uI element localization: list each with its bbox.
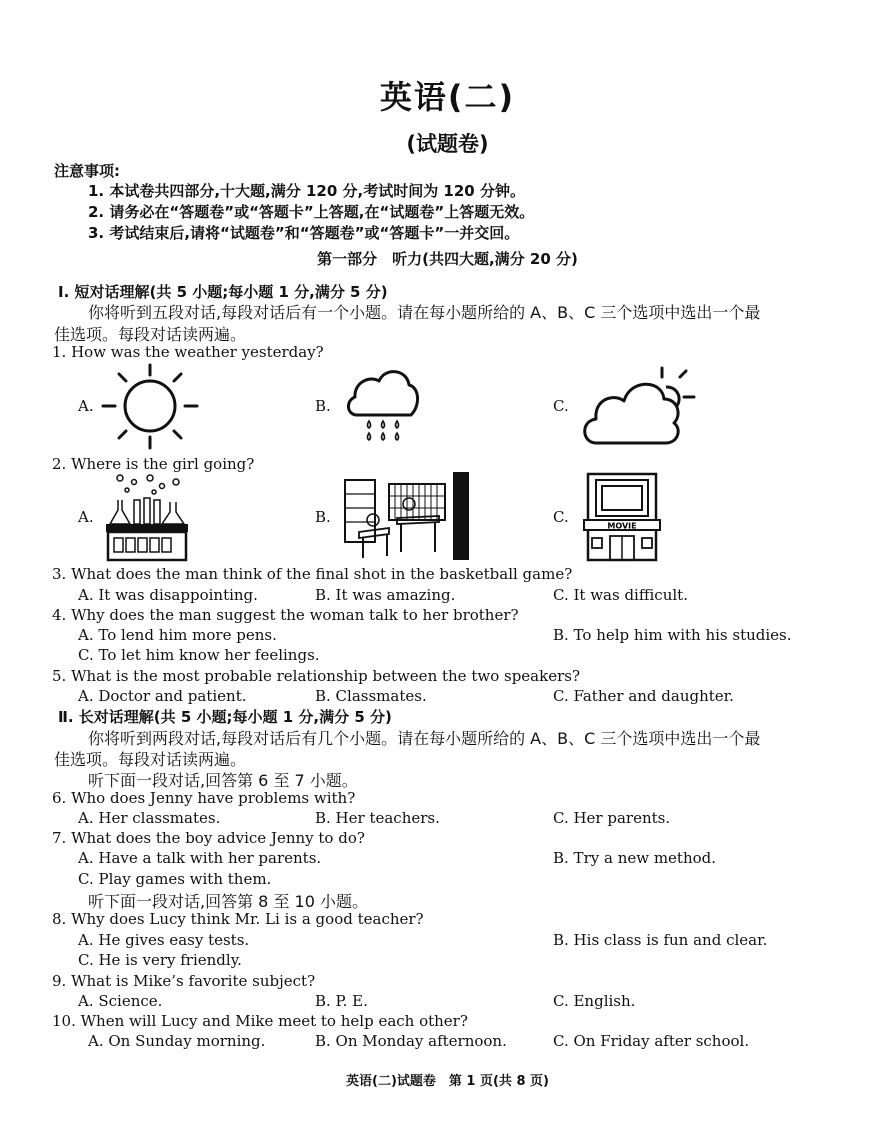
q4-option-c: C. To let him know her feelings. bbox=[78, 646, 320, 664]
page-subtitle: (试题卷) bbox=[406, 132, 489, 156]
section-one-instruction: 你将听到五段对话,每段对话后有一个小题。请在每小题所给的 A、B、C 三个选项中选出一个最 bbox=[88, 303, 761, 322]
library-icon bbox=[343, 470, 471, 562]
question-2: 2. Where is the girl going? bbox=[52, 455, 255, 473]
question-7: 7. What does the boy advice Jenny to do? bbox=[52, 829, 365, 847]
dialogue-lead-1: 听下面一段对话,回答第 6 至 7 小题。 bbox=[88, 771, 358, 790]
cloudy-sun-icon bbox=[580, 365, 700, 447]
q6-option-c: C. Her parents. bbox=[553, 809, 671, 827]
question-8: 8. Why does Lucy think Mr. Li is a good teacher? bbox=[52, 910, 424, 928]
section-two-instruction-cont: 佳选项。每段对话读两遍。 bbox=[54, 750, 247, 769]
q7-option-b: B. Try a new method. bbox=[553, 849, 717, 867]
notice-item: 2. 请务必在“答题卷”或“答题卡”上答题,在“试题卷”上答题无效。 bbox=[88, 203, 535, 221]
q6-option-a: A. Her classmates. bbox=[78, 809, 221, 827]
question-6: 6. Who does Jenny have problems with? bbox=[52, 789, 356, 807]
dialogue-lead-2: 听下面一段对话,回答第 8 至 10 小题。 bbox=[88, 892, 368, 911]
q9-option-c: C. English. bbox=[553, 992, 636, 1010]
notice-item: 1. 本试卷共四部分,十大题,满分 120 分,考试时间为 120 分钟。 bbox=[88, 182, 525, 200]
q10-option-c: C. On Friday after school. bbox=[553, 1032, 750, 1050]
q5-option-c: C. Father and daughter. bbox=[553, 687, 734, 705]
page-title: 英语(二) bbox=[379, 78, 516, 116]
q8-option-a: A. He gives easy tests. bbox=[78, 931, 250, 949]
section-one-heading: Ⅰ. 短对话理解(共 5 小题;每小题 1 分,满分 5 分) bbox=[58, 283, 388, 301]
q3-option-c: C. It was difficult. bbox=[553, 586, 688, 604]
q3-option-a: A. It was disappointing. bbox=[78, 586, 258, 604]
q10-option-a: A. On Sunday morning. bbox=[88, 1032, 266, 1050]
q3-option-b: B. It was amazing. bbox=[315, 586, 456, 604]
question-10: 10. When will Lucy and Mike meet to help each other? bbox=[52, 1012, 468, 1030]
section-two-heading: Ⅱ. 长对话理解(共 5 小题;每小题 1 分,满分 5 分) bbox=[58, 708, 392, 726]
movie-sign-text: MOVIE bbox=[607, 521, 637, 531]
laboratory-icon bbox=[102, 472, 192, 564]
question-1: 1. How was the weather yesterday? bbox=[52, 343, 324, 361]
q5-option-b: B. Classmates. bbox=[315, 687, 427, 705]
section-one-instruction-cont: 佳选项。每段对话读两遍。 bbox=[54, 325, 247, 344]
question-4: 4. Why does the man suggest the woman talk to her brother? bbox=[52, 606, 519, 624]
rain-cloud-icon bbox=[345, 365, 421, 447]
q8-option-c: C. He is very friendly. bbox=[78, 951, 242, 969]
q2-option-b-label: B. bbox=[315, 508, 331, 526]
q7-option-c: C. Play games with them. bbox=[78, 870, 272, 888]
q10-option-b: B. On Monday afternoon. bbox=[315, 1032, 507, 1050]
q6-option-b: B. Her teachers. bbox=[315, 809, 440, 827]
section-two-instruction: 你将听到两段对话,每段对话后有几个小题。请在每小题所给的 A、B、C 三个选项中选出一个最 bbox=[88, 729, 761, 748]
q1-option-a-label: A. bbox=[78, 397, 94, 415]
sun-icon bbox=[100, 362, 200, 452]
part-one-heading: 第一部分 听力(共四大题,满分 20 分) bbox=[317, 250, 578, 268]
q4-option-a: A. To lend him more pens. bbox=[78, 626, 277, 644]
question-3: 3. What does the man think of the final shot in the basketball game? bbox=[52, 565, 573, 583]
notice-item: 3. 考试结束后,请将“试题卷”和“答题卷”或“答题卡”一并交回。 bbox=[88, 224, 520, 242]
q7-option-a: A. Have a talk with her parents. bbox=[78, 849, 322, 867]
q1-option-c-label: C. bbox=[553, 397, 569, 415]
page-footer: 英语(二)试题卷 第 1 页(共 8 页) bbox=[346, 1074, 549, 1089]
q9-option-a: A. Science. bbox=[78, 992, 163, 1010]
q2-option-c-label: C. bbox=[553, 508, 569, 526]
q2-option-a-label: A. bbox=[78, 508, 94, 526]
question-5: 5. What is the most probable relationship between the two speakers? bbox=[52, 667, 580, 685]
q8-option-b: B. His class is fun and clear. bbox=[553, 931, 768, 949]
q5-option-a: A. Doctor and patient. bbox=[78, 687, 247, 705]
question-9: 9. What is Mike’s favorite subject? bbox=[52, 972, 316, 990]
notice-heading: 注意事项: bbox=[54, 162, 120, 180]
cinema-icon bbox=[582, 472, 662, 564]
q4-option-b: B. To help him with his studies. bbox=[553, 626, 792, 644]
q1-option-b-label: B. bbox=[315, 397, 331, 415]
q9-option-b: B. P. E. bbox=[315, 992, 368, 1010]
